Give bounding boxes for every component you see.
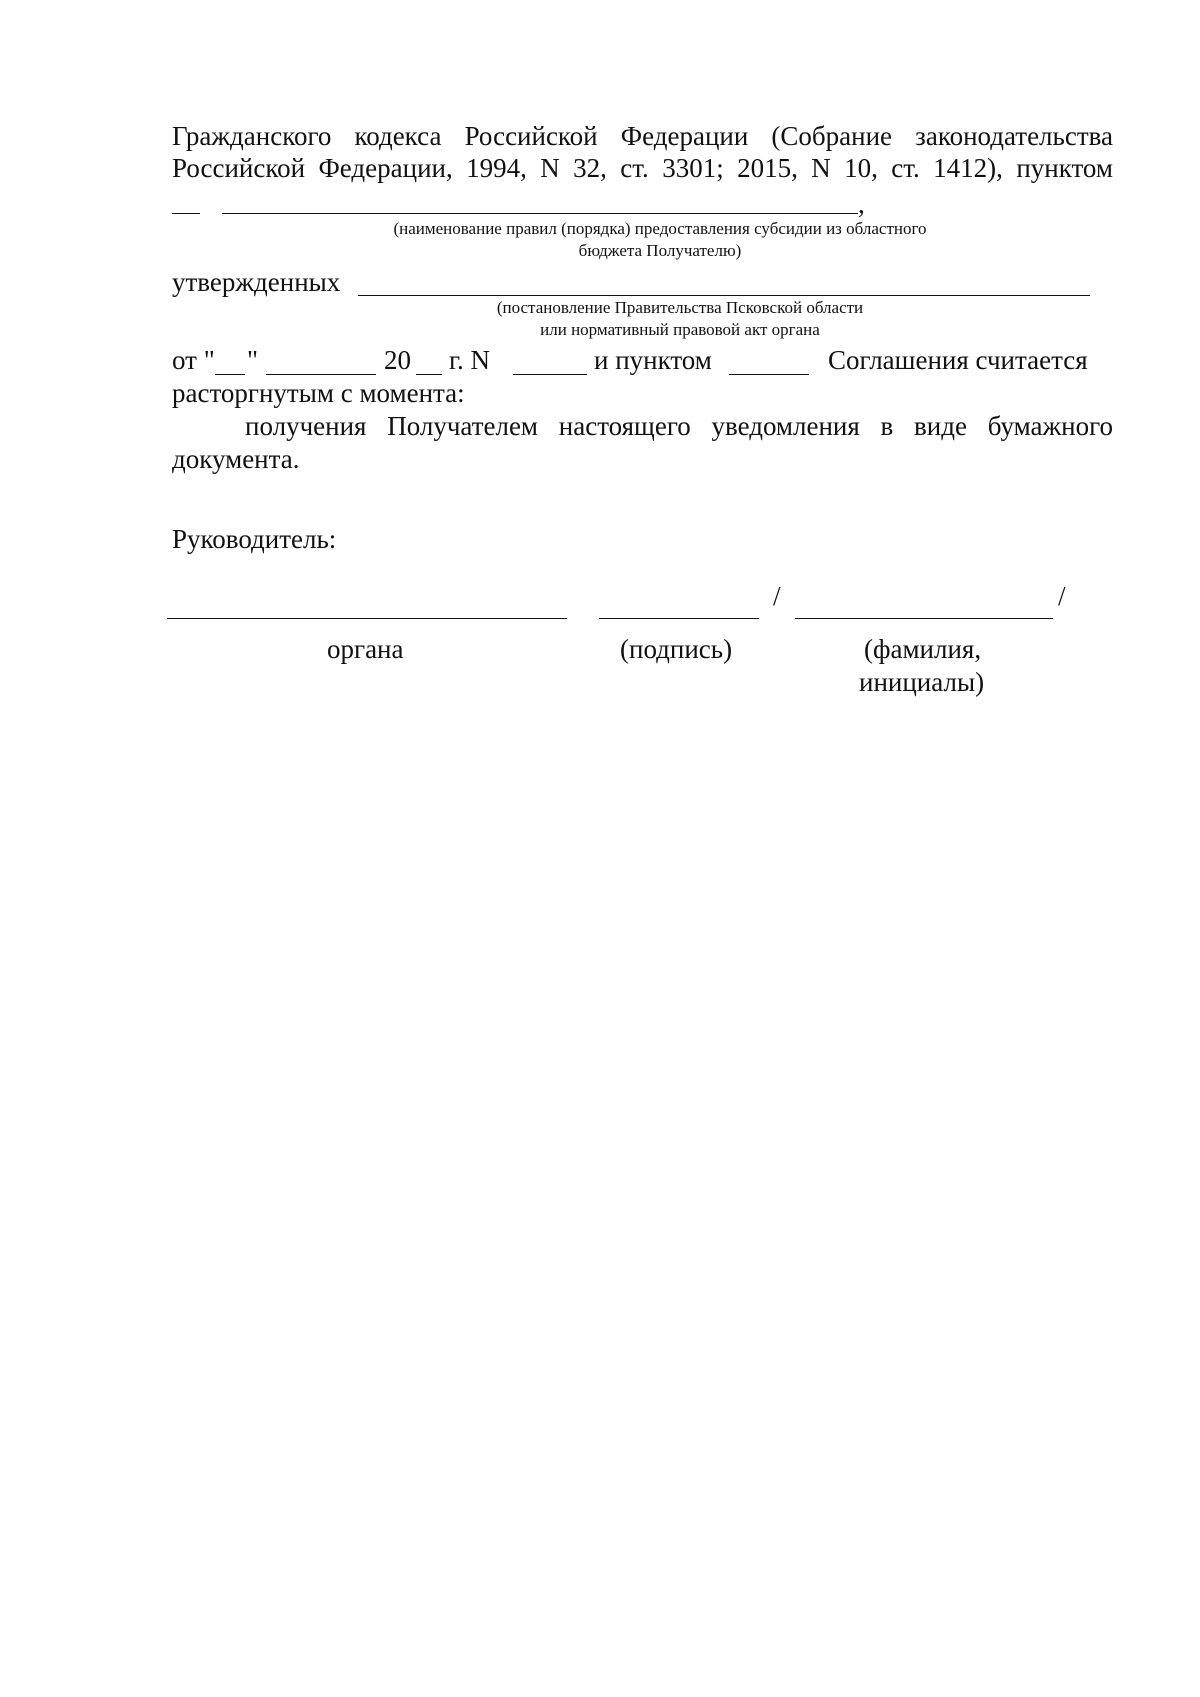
blank-comma: , (858, 189, 865, 219)
receipt-line-1: получения Получателем настоящего уведомления в виде бумажного (245, 411, 1113, 441)
sign-caption: (подпись) (620, 634, 733, 664)
signature-slash-2: / (1058, 581, 1066, 611)
date-quote-close: " (247, 345, 259, 375)
number-label: г. N (449, 345, 491, 375)
organ-head-line (167, 618, 567, 619)
name-line (795, 618, 1053, 619)
caption-rules-line-1: (наименование правил (порядка) предоставления субсидии из областного (393, 219, 927, 238)
blank-rules-name-line (222, 213, 858, 214)
and-point-label: и пунктом (594, 345, 712, 375)
organ-caption: органа (327, 634, 404, 664)
signature-slash-1: / (773, 581, 781, 611)
receipt-line-2: документа. (172, 444, 300, 474)
agreement-label: Соглашения считается (828, 345, 1088, 375)
head-label: Руководитель: (172, 524, 337, 554)
approved-blank-line (358, 295, 1090, 296)
date-month-blank (266, 374, 376, 375)
caption-resolution-line-1: (постановление Правительства Псковской области (496, 298, 864, 317)
number-blank (513, 374, 587, 375)
date-day-blank (215, 374, 245, 375)
date-from-label: от " (172, 345, 215, 375)
paragraph-line-1: Гражданского кодекса Российской Федерации (Собрание законодательства (172, 121, 1113, 151)
signature-line (599, 618, 759, 619)
blank-short-line (172, 213, 200, 214)
name-caption-line-2: инициалы) (859, 667, 985, 697)
name-caption-line-1: (фамилия, (864, 634, 982, 664)
point-blank (729, 374, 809, 375)
paragraph-line-2: Российской Федерации, 1994, N 32, ст. 3301; 2015, N 10, ст. 1412), пунктом (172, 153, 1113, 183)
terminated-line: расторгнутым с момента: (172, 378, 465, 408)
date-year-prefix: 20 (384, 345, 411, 375)
approved-label: утвержденных (172, 267, 341, 297)
caption-resolution-line-2: или нормативный правовой акт органа (540, 320, 820, 339)
date-year-blank (416, 374, 442, 375)
caption-rules-line-2: бюджета Получателю) (578, 241, 742, 260)
